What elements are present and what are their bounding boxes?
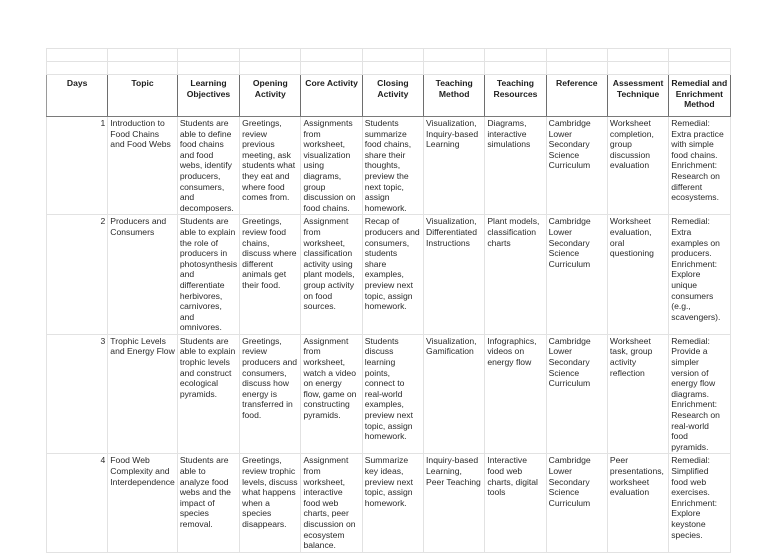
empty-cell[interactable] <box>108 62 178 75</box>
opening-activity-cell[interactable]: Greetings, review food chains, discuss where different animals get their food. <box>240 215 301 335</box>
empty-cell[interactable] <box>47 62 108 75</box>
remedial-enrichment-cell[interactable]: Remedial: Simplified food web exercises. Enrichment: Explore keystone species. <box>669 454 730 552</box>
topic-cell[interactable]: Food Web Complexity and Interdependence <box>108 454 178 552</box>
empty-cell[interactable] <box>301 62 362 75</box>
header-row <box>47 75 731 117</box>
empty-cell[interactable] <box>669 62 730 75</box>
opening-activity-cell[interactable]: Greetings, review previous meeting, ask students what they eat and where food comes from. <box>240 117 301 215</box>
header-closing-activity[interactable]: Closing Activity <box>362 75 423 117</box>
day-cell[interactable]: 1 <box>47 117 108 215</box>
empty-cell[interactable] <box>362 49 423 62</box>
empty-cell[interactable] <box>485 62 546 75</box>
empty-cell[interactable] <box>607 62 668 75</box>
empty-cell[interactable] <box>301 49 362 62</box>
header-teaching-method[interactable]: Teaching Method <box>424 75 485 117</box>
empty-cell[interactable] <box>177 49 239 62</box>
core-activity-cell[interactable]: Assignments from worksheet, visualization using diagrams, group discussion on food chains. <box>301 117 362 215</box>
empty-cell[interactable] <box>362 62 423 75</box>
learning-objectives-cell[interactable]: Students are able to explain trophic levels and construct ecological pyramids. <box>177 334 239 454</box>
empty-cell[interactable] <box>240 62 301 75</box>
reference-cell[interactable]: Cambridge Lower Secondary Science Curriculum <box>546 454 607 552</box>
table-row <box>47 215 731 335</box>
teaching-resources-cell[interactable]: Infographics, videos on energy flow <box>485 334 546 454</box>
empty-cell[interactable] <box>108 49 178 62</box>
reference-cell[interactable]: Cambridge Lower Secondary Science Curriculum <box>546 215 607 335</box>
teaching-resources-cell[interactable]: Diagrams, interactive simulations <box>485 117 546 215</box>
teaching-resources-cell[interactable]: Interactive food web charts, digital tools <box>485 454 546 552</box>
header-core-activity[interactable]: Core Activity <box>301 75 362 117</box>
teaching-method-cell[interactable]: Visualization, Inquiry-based Learning <box>424 117 485 215</box>
table-row <box>47 117 731 215</box>
core-activity-cell[interactable]: Assignment from worksheet, watch a video on energy flow, game on constructing pyramids. <box>301 334 362 454</box>
closing-activity-cell[interactable]: Summarize key ideas, preview next topic, assign homework. <box>362 454 423 552</box>
spreadsheet-area <box>46 48 731 553</box>
assessment-technique-cell[interactable]: Worksheet evaluation, oral questioning <box>607 215 668 335</box>
teaching-method-cell[interactable]: Inquiry-based Learning, Peer Teaching <box>424 454 485 552</box>
empty-cell[interactable] <box>546 62 607 75</box>
core-activity-cell[interactable]: Assignment from worksheet, interactive food web charts, peer discussion on ecosystem balance. <box>301 454 362 552</box>
header-remedial-enrichment[interactable]: Remedial and Enrichment Method <box>669 75 730 117</box>
topic-cell[interactable]: Producers and Consumers <box>108 215 178 335</box>
learning-objectives-cell[interactable]: Students are able to explain the role of producers in photosynthesis and differentiate herbivores, carnivores, and omnivores. <box>177 215 239 335</box>
opening-activity-cell[interactable]: Greetings, review trophic levels, discuss what happens when a species disappears. <box>240 454 301 552</box>
empty-cell[interactable] <box>669 49 730 62</box>
assessment-technique-cell[interactable]: Worksheet task, group activity reflection <box>607 334 668 454</box>
assessment-technique-cell[interactable]: Worksheet completion, group discussion evaluation <box>607 117 668 215</box>
header-topic[interactable]: Topic <box>108 75 178 117</box>
reference-cell[interactable]: Cambridge Lower Secondary Science Curriculum <box>546 117 607 215</box>
day-cell[interactable]: 3 <box>47 334 108 454</box>
header-assessment-technique[interactable]: Assessment Technique <box>607 75 668 117</box>
empty-cell[interactable] <box>607 49 668 62</box>
day-cell[interactable]: 4 <box>47 454 108 552</box>
closing-activity-cell[interactable]: Recap of producers and consumers, students share examples, preview next topic, assign homework. <box>362 215 423 335</box>
closing-activity-cell[interactable]: Students discuss learning points, connect to real-world examples, preview next topic, assign homework. <box>362 334 423 454</box>
empty-cell[interactable] <box>546 49 607 62</box>
header-learning-objectives[interactable]: Learning Objectives <box>177 75 239 117</box>
reference-cell[interactable]: Cambridge Lower Secondary Science Curriculum <box>546 334 607 454</box>
header-opening-activity[interactable]: Opening Activity <box>240 75 301 117</box>
table-row <box>47 334 731 454</box>
empty-row <box>47 49 731 62</box>
opening-activity-cell[interactable]: Greetings, review producers and consumers, discuss how energy is transferred in food. <box>240 334 301 454</box>
remedial-enrichment-cell[interactable]: Remedial: Provide a simpler version of energy flow diagrams. Enrichment: Research on real-world food pyramids. <box>669 334 730 454</box>
empty-cell[interactable] <box>424 62 485 75</box>
remedial-enrichment-cell[interactable]: Remedial: Extra examples on producers. Enrichment: Explore unique consumers (e.g., scavengers). <box>669 215 730 335</box>
lesson-plan-table <box>46 48 731 553</box>
header-reference[interactable]: Reference <box>546 75 607 117</box>
empty-cell[interactable] <box>424 49 485 62</box>
closing-activity-cell[interactable]: Students summarize food chains, share their thoughts, preview the next topic, assign homework. <box>362 117 423 215</box>
remedial-enrichment-cell[interactable]: Remedial: Extra practice with simple food chains. Enrichment: Research on different ecosystems. <box>669 117 730 215</box>
empty-cell[interactable] <box>485 49 546 62</box>
assessment-technique-cell[interactable]: Peer presentations, worksheet evaluation <box>607 454 668 552</box>
empty-cell[interactable] <box>47 49 108 62</box>
header-days[interactable]: Days <box>47 75 108 117</box>
topic-cell[interactable]: Introduction to Food Chains and Food Webs <box>108 117 178 215</box>
empty-cell[interactable] <box>177 62 239 75</box>
teaching-method-cell[interactable]: Visualization, Gamification <box>424 334 485 454</box>
core-activity-cell[interactable]: Assignment from worksheet, classification activity using plant models, group activity on food sources. <box>301 215 362 335</box>
learning-objectives-cell[interactable]: Students are able to define food chains and food webs, identify producers, consumers, and decomposers. <box>177 117 239 215</box>
header-teaching-resources[interactable]: Teaching Resources <box>485 75 546 117</box>
table-row <box>47 454 731 552</box>
learning-objectives-cell[interactable]: Students are able to analyze food webs and the impact of species removal. <box>177 454 239 552</box>
teaching-resources-cell[interactable]: Plant models, classification charts <box>485 215 546 335</box>
teaching-method-cell[interactable]: Visualization, Differentiated Instructions <box>424 215 485 335</box>
topic-cell[interactable]: Trophic Levels and Energy Flow <box>108 334 178 454</box>
day-cell[interactable]: 2 <box>47 215 108 335</box>
empty-row <box>47 62 731 75</box>
empty-cell[interactable] <box>240 49 301 62</box>
